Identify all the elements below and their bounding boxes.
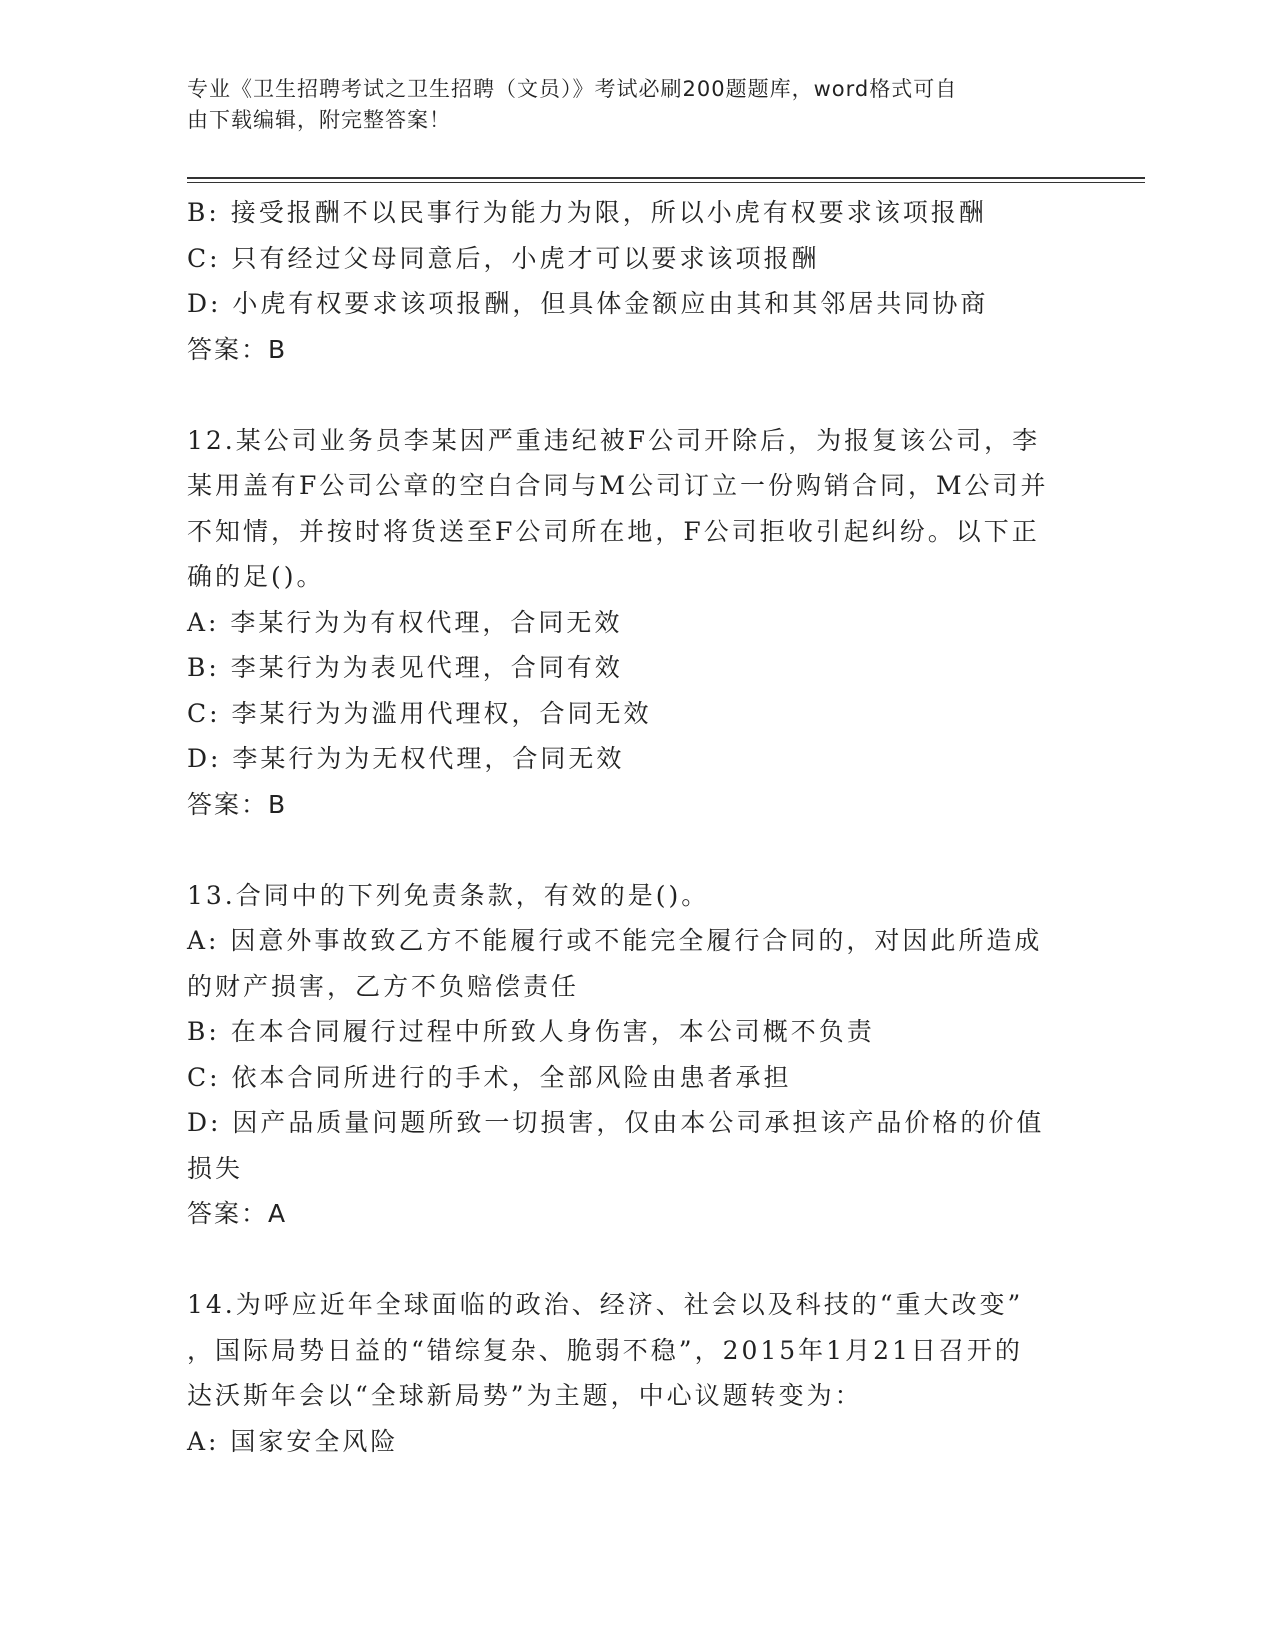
q12-option-c: C: 李某行为为滥用代理权，合同无效 [187, 698, 652, 728]
question-14 [187, 1282, 1087, 1464]
q14-stem-line-3: 达沃斯年会以“全球新局势”为主题，中心议题转变为： [187, 1381, 863, 1410]
q11-answer: 答案：B [187, 334, 288, 364]
q14-stem-line-1: 14.为呼应近年全球面临的政治、经济、社会以及科技的“重大改变” [187, 1290, 1024, 1319]
spacer [187, 372, 1087, 418]
header-title-line-2: 由下载编辑，附完整答案！ [187, 108, 451, 132]
q13-option-d-line-1: D: 因产品质量问题所致一切损害，仅由本公司承担该产品价格的价值 [187, 1108, 1045, 1137]
question-12 [187, 418, 1087, 828]
q12-stem-line-2: 某用盖有F公司公章的空白合同与M公司订立一份购销合同，M公司并 [187, 471, 1049, 500]
q12-stem-line-3: 不知情，并按时将货送至F公司所在地，F公司拒收引起纠纷。以下正 [187, 516, 1040, 546]
q12-option-b: B: 李某行为为表见代理，合同有效 [187, 653, 623, 682]
q13-option-c: C: 依本合同所进行的手术，全部风险由患者承担 [187, 1062, 792, 1092]
document-body [187, 190, 1087, 1464]
q13-option-d-line-2: 损失 [187, 1153, 244, 1183]
spacer [187, 1237, 1087, 1283]
q13-stem: 13.合同中的下列免责条款，有效的是()。 [187, 880, 710, 910]
q11-option-c: C: 只有经过父母同意后，小虎才可以要求该项报酬 [187, 243, 820, 273]
q11-option-d: D: 小虎有权要求该项报酬，但具体金额应由其和其邻居共同协商 [187, 289, 989, 318]
header-title-line-1: 专业《卫生招聘考试之卫生招聘（文员）》考试必刷200题题库，word格式可自 [187, 77, 958, 101]
q13-option-a-line-2: 的财产损害，乙方不负赔偿责任 [187, 971, 580, 1001]
question-11 [187, 190, 1087, 372]
q12-option-d: D: 李某行为为无权代理，合同无效 [187, 744, 625, 773]
q12-answer: 答案：B [187, 789, 288, 819]
spacer [187, 827, 1087, 873]
q14-option-a: A: 国家安全风险 [187, 1426, 399, 1456]
q11-option-b: B: 接受报酬不以民事行为能力为限，所以小虎有权要求该项报酬 [187, 198, 987, 227]
q14-stem-line-2: ，国际局势日益的“错综复杂、脆弱不稳”，2015年1月21日召开的 [187, 1335, 1023, 1365]
question-13 [187, 873, 1087, 1237]
header-divider-thin [187, 182, 1145, 183]
page-header [187, 74, 1087, 136]
header-divider-thick [187, 177, 1145, 179]
q13-option-a-line-1: A: 因意外事故致乙方不能履行或不能完全履行合同的，对因此所造成 [187, 926, 1043, 955]
q12-option-a: A: 李某行为为有权代理，合同无效 [187, 607, 623, 637]
q12-stem-line-1: 12.某公司业务员李某因严重违纪被F公司开除后，为报复该公司，李 [187, 425, 1041, 455]
q13-answer: 答案：A [187, 1199, 288, 1228]
q12-stem-line-4: 确的足()。 [187, 562, 325, 591]
q13-option-b: B: 在本合同履行过程中所致人身伤害，本公司概不负责 [187, 1017, 875, 1046]
